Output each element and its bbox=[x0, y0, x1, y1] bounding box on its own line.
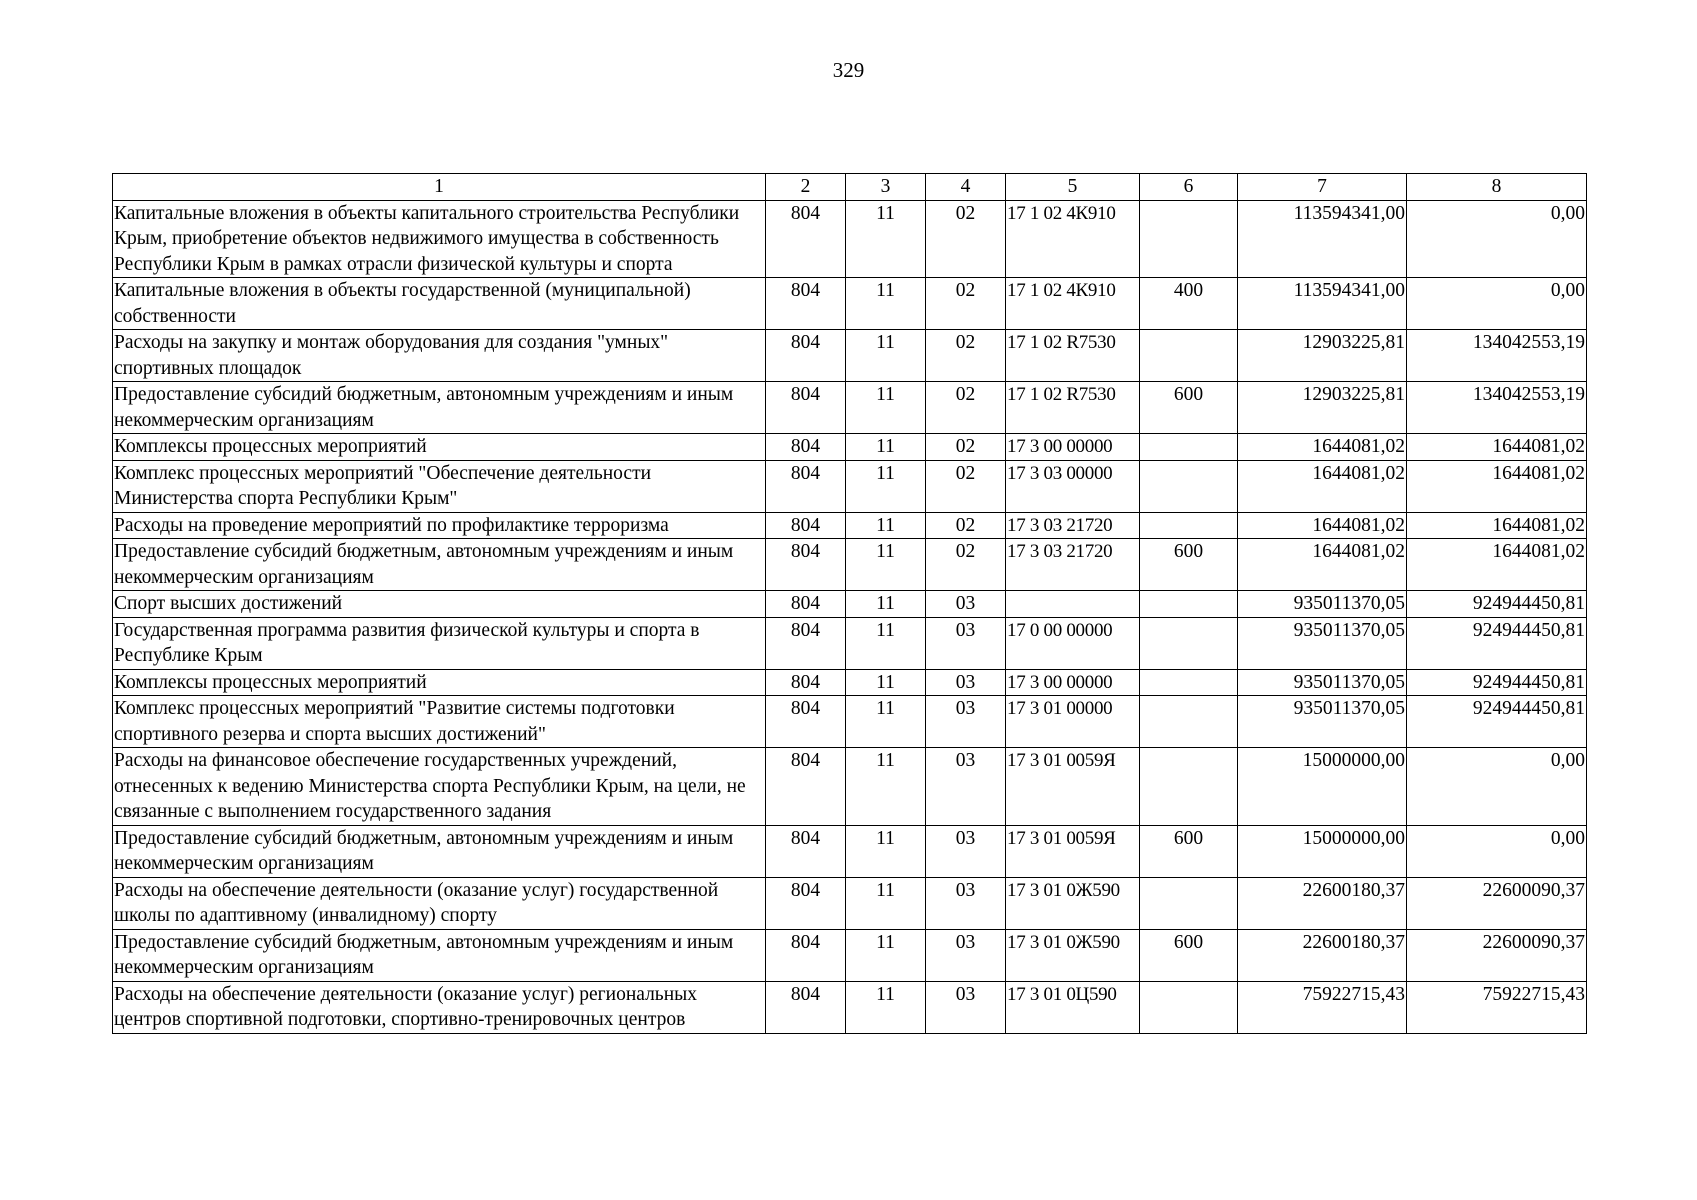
amount-col8-cell: 924944450,81 bbox=[1407, 591, 1587, 618]
subsection-code-cell: 02 bbox=[926, 539, 1006, 591]
section-code-cell: 11 bbox=[846, 981, 926, 1033]
expense-type-cell bbox=[1140, 617, 1238, 669]
ministry-code-cell: 804 bbox=[766, 330, 846, 382]
target-article-cell: 17 1 02 R7530 bbox=[1006, 330, 1140, 382]
section-code-cell: 11 bbox=[846, 278, 926, 330]
amount-col7-cell: 935011370,05 bbox=[1238, 617, 1407, 669]
expense-type-cell bbox=[1140, 460, 1238, 512]
table-row bbox=[113, 539, 1587, 591]
section-code-cell: 11 bbox=[846, 748, 926, 826]
target-article-cell: 17 3 01 00000 bbox=[1006, 696, 1140, 748]
amount-col8-cell: 75922715,43 bbox=[1407, 981, 1587, 1033]
header-row bbox=[113, 174, 1587, 201]
expense-type-cell bbox=[1140, 877, 1238, 929]
amount-col7-cell: 1644081,02 bbox=[1238, 539, 1407, 591]
expense-type-cell bbox=[1140, 200, 1238, 278]
expense-type-cell bbox=[1140, 981, 1238, 1033]
ministry-code-cell: 804 bbox=[766, 434, 846, 461]
ministry-code-cell: 804 bbox=[766, 591, 846, 618]
column-header: 3 bbox=[846, 174, 926, 201]
column-header: 5 bbox=[1006, 174, 1140, 201]
table-row bbox=[113, 200, 1587, 278]
expense-name-cell: Расходы на закупку и монтаж оборудования для создания "умных" спортивных площадок bbox=[113, 330, 766, 382]
expense-type-cell: 600 bbox=[1140, 825, 1238, 877]
expense-type-cell: 400 bbox=[1140, 278, 1238, 330]
section-code-cell: 11 bbox=[846, 434, 926, 461]
expense-type-cell: 600 bbox=[1140, 929, 1238, 981]
table-row bbox=[113, 825, 1587, 877]
amount-col8-cell: 0,00 bbox=[1407, 825, 1587, 877]
table-row bbox=[113, 460, 1587, 512]
table-row bbox=[113, 434, 1587, 461]
section-code-cell: 11 bbox=[846, 460, 926, 512]
expense-type-cell: 600 bbox=[1140, 539, 1238, 591]
subsection-code-cell: 03 bbox=[926, 696, 1006, 748]
target-article-cell: 17 3 03 21720 bbox=[1006, 512, 1140, 539]
table-row bbox=[113, 617, 1587, 669]
expense-name-cell: Расходы на обеспечение деятельности (оказание услуг) региональных центров спортивной подготовки, спортивно-тренировочных центров bbox=[113, 981, 766, 1033]
expense-name-cell: Расходы на проведение мероприятий по профилактике терроризма bbox=[113, 512, 766, 539]
table-row bbox=[113, 382, 1587, 434]
expense-name-cell: Расходы на обеспечение деятельности (оказание услуг) государственной школы по адаптивному (инвалидному) спорту bbox=[113, 877, 766, 929]
column-header: 2 bbox=[766, 174, 846, 201]
amount-col7-cell: 1644081,02 bbox=[1238, 512, 1407, 539]
amount-col8-cell: 1644081,02 bbox=[1407, 539, 1587, 591]
budget-table bbox=[112, 173, 1587, 1034]
target-article-cell: 17 3 03 21720 bbox=[1006, 539, 1140, 591]
table-row bbox=[113, 669, 1587, 696]
target-article-cell: 17 3 00 00000 bbox=[1006, 434, 1140, 461]
subsection-code-cell: 03 bbox=[926, 748, 1006, 826]
table-body bbox=[113, 200, 1587, 1033]
expense-type-cell bbox=[1140, 512, 1238, 539]
subsection-code-cell: 03 bbox=[926, 669, 1006, 696]
expense-name-cell: Расходы на финансовое обеспечение государственных учреждений, отнесенных к ведению Министерства спорта Республики Крым, на цели, не связанные с выполнением государственного задания bbox=[113, 748, 766, 826]
subsection-code-cell: 03 bbox=[926, 929, 1006, 981]
section-code-cell: 11 bbox=[846, 929, 926, 981]
amount-col8-cell: 1644081,02 bbox=[1407, 512, 1587, 539]
expense-name-cell: Капитальные вложения в объекты государственной (муниципальной) собственности bbox=[113, 278, 766, 330]
target-article-cell: 17 3 00 00000 bbox=[1006, 669, 1140, 696]
section-code-cell: 11 bbox=[846, 512, 926, 539]
target-article-cell: 17 3 03 00000 bbox=[1006, 460, 1140, 512]
section-code-cell: 11 bbox=[846, 591, 926, 618]
subsection-code-cell: 02 bbox=[926, 512, 1006, 539]
target-article-cell: 17 3 01 0059Я bbox=[1006, 825, 1140, 877]
amount-col7-cell: 935011370,05 bbox=[1238, 696, 1407, 748]
section-code-cell: 11 bbox=[846, 825, 926, 877]
subsection-code-cell: 02 bbox=[926, 434, 1006, 461]
expense-type-cell bbox=[1140, 669, 1238, 696]
amount-col8-cell: 134042553,19 bbox=[1407, 382, 1587, 434]
expense-type-cell bbox=[1140, 696, 1238, 748]
subsection-code-cell: 03 bbox=[926, 981, 1006, 1033]
amount-col8-cell: 924944450,81 bbox=[1407, 696, 1587, 748]
expense-type-cell bbox=[1140, 434, 1238, 461]
expense-name-cell: Предоставление субсидий бюджетным, автономным учреждениям и иным некоммерческим организациям bbox=[113, 929, 766, 981]
ministry-code-cell: 804 bbox=[766, 748, 846, 826]
ministry-code-cell: 804 bbox=[766, 512, 846, 539]
expense-name-cell: Комплекс процессных мероприятий "Развитие системы подготовки спортивного резерва и спорта высших достижений" bbox=[113, 696, 766, 748]
amount-col7-cell: 12903225,81 bbox=[1238, 330, 1407, 382]
amount-col8-cell: 924944450,81 bbox=[1407, 617, 1587, 669]
target-article-cell: 17 3 01 0Ц590 bbox=[1006, 981, 1140, 1033]
table-row bbox=[113, 330, 1587, 382]
ministry-code-cell: 804 bbox=[766, 539, 846, 591]
amount-col8-cell: 22600090,37 bbox=[1407, 877, 1587, 929]
amount-col8-cell: 0,00 bbox=[1407, 278, 1587, 330]
section-code-cell: 11 bbox=[846, 669, 926, 696]
expense-name-cell: Спорт высших достижений bbox=[113, 591, 766, 618]
amount-col8-cell: 134042553,19 bbox=[1407, 330, 1587, 382]
ministry-code-cell: 804 bbox=[766, 382, 846, 434]
column-header: 7 bbox=[1238, 174, 1407, 201]
column-header: 6 bbox=[1140, 174, 1238, 201]
amount-col7-cell: 1644081,02 bbox=[1238, 460, 1407, 512]
table-row bbox=[113, 929, 1587, 981]
expense-name-cell: Капитальные вложения в объекты капитального строительства Республики Крым, приобретение объектов недвижимого имущества в собственность Республики Крым в рамках отрасли физической культуры и спорта bbox=[113, 200, 766, 278]
ministry-code-cell: 804 bbox=[766, 877, 846, 929]
amount-col7-cell: 1644081,02 bbox=[1238, 434, 1407, 461]
section-code-cell: 11 bbox=[846, 696, 926, 748]
page-number: 329 bbox=[832, 58, 865, 82]
target-article-cell bbox=[1006, 591, 1140, 618]
amount-col7-cell: 935011370,05 bbox=[1238, 669, 1407, 696]
target-article-cell: 17 3 01 0Ж590 bbox=[1006, 929, 1140, 981]
amount-col7-cell: 113594341,00 bbox=[1238, 278, 1407, 330]
table-row bbox=[113, 981, 1587, 1033]
expense-type-cell bbox=[1140, 330, 1238, 382]
section-code-cell: 11 bbox=[846, 877, 926, 929]
column-header: 4 bbox=[926, 174, 1006, 201]
subsection-code-cell: 02 bbox=[926, 278, 1006, 330]
section-code-cell: 11 bbox=[846, 330, 926, 382]
target-article-cell: 17 1 02 4К910 bbox=[1006, 278, 1140, 330]
table-row bbox=[113, 591, 1587, 618]
target-article-cell: 17 3 01 0059Я bbox=[1006, 748, 1140, 826]
section-code-cell: 11 bbox=[846, 382, 926, 434]
amount-col7-cell: 935011370,05 bbox=[1238, 591, 1407, 618]
expense-name-cell: Комплексы процессных мероприятий bbox=[113, 669, 766, 696]
ministry-code-cell: 804 bbox=[766, 981, 846, 1033]
subsection-code-cell: 03 bbox=[926, 591, 1006, 618]
column-header: 8 bbox=[1407, 174, 1587, 201]
amount-col7-cell: 22600180,37 bbox=[1238, 877, 1407, 929]
subsection-code-cell: 03 bbox=[926, 617, 1006, 669]
expense-name-cell: Предоставление субсидий бюджетным, автономным учреждениям и иным некоммерческим организациям bbox=[113, 825, 766, 877]
expense-name-cell: Комплексы процессных мероприятий bbox=[113, 434, 766, 461]
expense-type-cell bbox=[1140, 748, 1238, 826]
table-row bbox=[113, 877, 1587, 929]
target-article-cell: 17 1 02 R7530 bbox=[1006, 382, 1140, 434]
ministry-code-cell: 804 bbox=[766, 669, 846, 696]
ministry-code-cell: 804 bbox=[766, 617, 846, 669]
section-code-cell: 11 bbox=[846, 617, 926, 669]
ministry-code-cell: 804 bbox=[766, 200, 846, 278]
ministry-code-cell: 804 bbox=[766, 460, 846, 512]
expense-type-cell: 600 bbox=[1140, 382, 1238, 434]
ministry-code-cell: 804 bbox=[766, 929, 846, 981]
section-code-cell: 11 bbox=[846, 539, 926, 591]
ministry-code-cell: 804 bbox=[766, 696, 846, 748]
subsection-code-cell: 02 bbox=[926, 200, 1006, 278]
amount-col7-cell: 113594341,00 bbox=[1238, 200, 1407, 278]
expense-name-cell: Государственная программа развития физической культуры и спорта в Республике Крым bbox=[113, 617, 766, 669]
amount-col8-cell: 1644081,02 bbox=[1407, 434, 1587, 461]
expense-name-cell: Предоставление субсидий бюджетным, автономным учреждениям и иным некоммерческим организациям bbox=[113, 382, 766, 434]
amount-col7-cell: 75922715,43 bbox=[1238, 981, 1407, 1033]
target-article-cell: 17 0 00 00000 bbox=[1006, 617, 1140, 669]
subsection-code-cell: 02 bbox=[926, 382, 1006, 434]
section-code-cell: 11 bbox=[846, 200, 926, 278]
subsection-code-cell: 02 bbox=[926, 330, 1006, 382]
amount-col8-cell: 924944450,81 bbox=[1407, 669, 1587, 696]
amount-col7-cell: 12903225,81 bbox=[1238, 382, 1407, 434]
target-article-cell: 17 3 01 0Ж590 bbox=[1006, 877, 1140, 929]
table-row bbox=[113, 696, 1587, 748]
ministry-code-cell: 804 bbox=[766, 825, 846, 877]
column-header: 1 bbox=[113, 174, 766, 201]
amount-col7-cell: 15000000,00 bbox=[1238, 825, 1407, 877]
table-row bbox=[113, 512, 1587, 539]
amount-col7-cell: 15000000,00 bbox=[1238, 748, 1407, 826]
table-row bbox=[113, 278, 1587, 330]
ministry-code-cell: 804 bbox=[766, 278, 846, 330]
subsection-code-cell: 03 bbox=[926, 825, 1006, 877]
target-article-cell: 17 1 02 4К910 bbox=[1006, 200, 1140, 278]
subsection-code-cell: 02 bbox=[926, 460, 1006, 512]
expense-type-cell bbox=[1140, 591, 1238, 618]
expense-name-cell: Предоставление субсидий бюджетным, автономным учреждениям и иным некоммерческим организациям bbox=[113, 539, 766, 591]
amount-col8-cell: 1644081,02 bbox=[1407, 460, 1587, 512]
subsection-code-cell: 03 bbox=[926, 877, 1006, 929]
amount-col7-cell: 22600180,37 bbox=[1238, 929, 1407, 981]
amount-col8-cell: 0,00 bbox=[1407, 200, 1587, 278]
expense-name-cell: Комплекс процессных мероприятий "Обеспечение деятельности Министерства спорта Республики Крым" bbox=[113, 460, 766, 512]
table-row bbox=[113, 748, 1587, 826]
amount-col8-cell: 0,00 bbox=[1407, 748, 1587, 826]
amount-col8-cell: 22600090,37 bbox=[1407, 929, 1587, 981]
